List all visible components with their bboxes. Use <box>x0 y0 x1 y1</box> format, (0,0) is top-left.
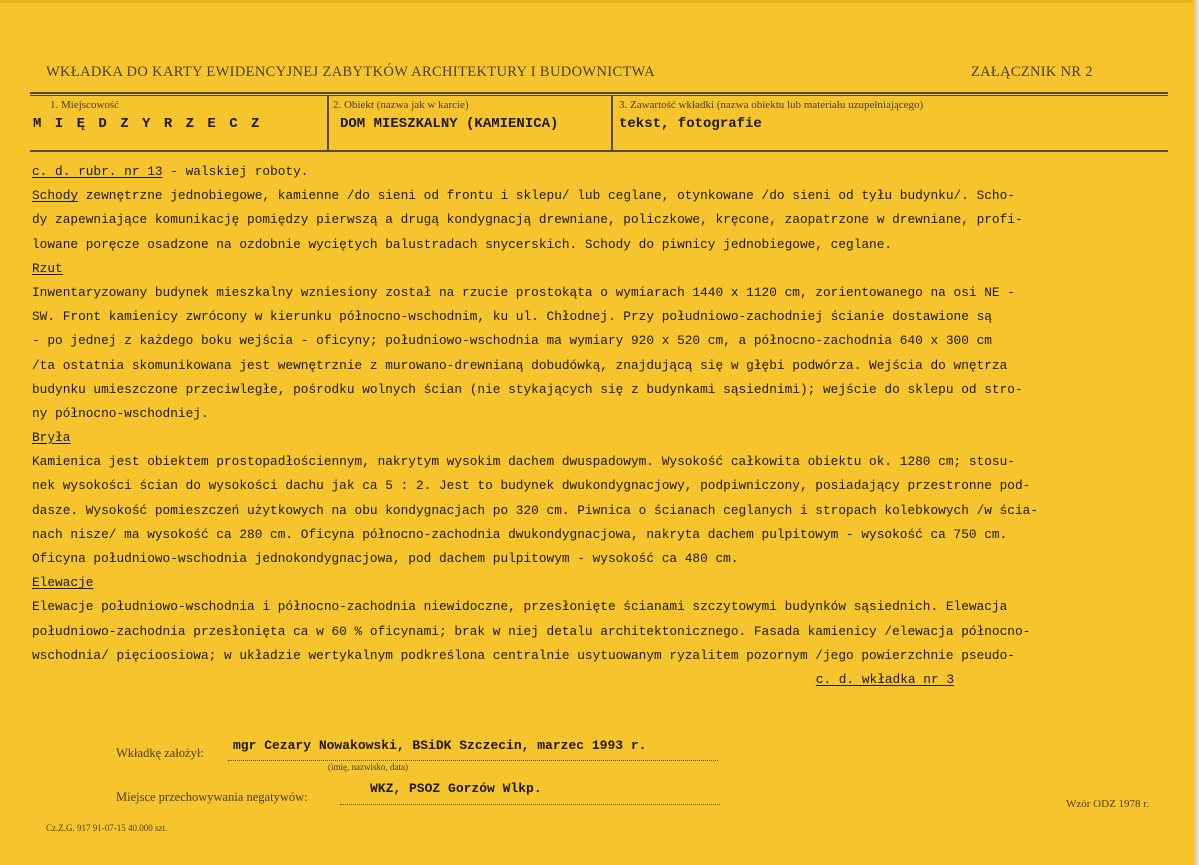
author-hint: (imię, nazwisko, data) <box>328 762 408 772</box>
body-line: wschodnia/ pięcioosiowa; w układzie wertykalnym podkreślona centralnie usytuowanym ryzalitem pozornym /jego powierzchnie pseudo- <box>32 647 1015 663</box>
storage-dotline <box>340 804 720 805</box>
body-line <box>32 668 1172 692</box>
body-line: nek wysokości ścian do wysokości dachu jak ca 5 : 2. Jest to budynek dwukondygnacjowy, podpiwniczony, posiadający przestronne pod- <box>32 478 1031 494</box>
field-label-object: 2. Obiekt (nazwa jak w karcie) <box>333 99 469 111</box>
form-template: Wzór ODZ 1978 r. <box>1066 798 1150 810</box>
body-line: Inwentaryzowany budynek mieszkalny wzniesiony został na rzucie prostokąta o wymiarach 1440 x 1120 cm, zorientowanego na osi NE - <box>32 284 1015 300</box>
field-value-contents: tekst, fotografie <box>619 116 762 132</box>
body-line: Schody zewnętrzne jednobiegowe, kamienne /do sieni od frontu i sklepu/ lub ceglane, otynkowane /do sieni od tyłu budynku/. Scho- <box>32 188 1015 204</box>
section-heading-rzut: Rzut <box>32 260 63 276</box>
header-rule-thin <box>30 95 1168 96</box>
document-body <box>32 160 1172 692</box>
body-line: c. d. rubr. nr 13 - walskiej roboty. <box>32 164 309 179</box>
field-label-locality: 1. Miejscowość <box>50 99 120 111</box>
field-value-object: DOM MIESZKALNY (KAMIENICA) <box>340 116 559 132</box>
form-title: WKŁADKA DO KARTY EWIDENCYJNEJ ZABYTKÓW ARCHITEKTURY I BUDOWNICTWA <box>46 64 655 80</box>
storage-value: WKZ, PSOZ Gorzów Wlkp. <box>370 781 542 796</box>
body-line: SW. Front kamienicy zwrócony w kierunku północno-wschodnim, ku ul. Chłodnej. Przy południowo-zachodniej ścianie dostawione są <box>32 309 992 325</box>
paper-edge-top <box>0 0 1199 3</box>
body-line: ny północno-wschodniej. <box>32 405 209 421</box>
section-heading-schody: Schody <box>32 188 79 204</box>
fields-rule <box>30 150 1168 152</box>
body-line: - po jednej z każdego boku wejścia - oficyny; południowo-wschodnia ma wymiary 920 x 520 cm, a północno-zachodnia 640 x 300 cm <box>32 333 992 349</box>
body-line: nach nisze/ ma wysokość ca 280 cm. Oficyna północno-zachodnia dwukondygnacjowa, nakryta dachem pulpitowym - wysokość ca 750 cm. <box>32 526 1008 542</box>
field-divider-2 <box>611 96 613 152</box>
continuation-next: c. d. wkładka nr 3 <box>815 671 954 687</box>
body-line: Oficyna południowo-wschodnia jednokondygnacjowa, pod dachem pulpitowym - wysokość ca 480 cm. <box>32 551 739 566</box>
storage-label: Miejsce przechowywania negatywów: <box>116 790 308 804</box>
body-line: lowane poręcze osadzone na ozdobnie wyciętych balustradach snycerskich. Schody do piwnicy jednobiegowe, ceglane. <box>32 236 893 252</box>
attachment-number: ZAŁĄCZNIK NR 2 <box>971 64 1093 80</box>
header-rule <box>30 92 1168 94</box>
body-line: dasze. Wysokość pomieszczeń użytkowych na obu kondygnacjach po 320 cm. Piwnica o ścianach ceglanych i stropach kolebkowych /w ścia- <box>32 502 1038 518</box>
body-line <box>32 571 1172 595</box>
body-line: /ta ostatnia skomunikowana jest wewnętrznie z murowano-drewnianą dobudówką, znajdującą się w głębi podwórza. Wejścia do wnętrza <box>32 357 1008 373</box>
paper-edge-right <box>1193 0 1199 865</box>
body-line <box>32 426 1172 450</box>
body-line: południowo-zachodnia przesłonięta ca w 60 % oficynami; brak w niej detalu architektonicznego. Fasada kamienicy /elewacja północno- <box>32 623 1031 639</box>
field-divider-1 <box>327 96 329 152</box>
body-line <box>32 257 1172 281</box>
body-line: budynku umieszczone przeciwległe, pośrodku wolnych ścian (nie stykających się z budynkami sąsiednimi); wejście do sklepu od stro- <box>32 381 1023 397</box>
continuation-ref: c. d. rubr. nr 13 <box>32 164 163 179</box>
body-line: Kamienica jest obiektem prostopadłościennym, nakrytym wysokim dachem dwuspadowym. Wysokość całkowita obiektu ok. 1280 cm; stosu- <box>32 454 1015 470</box>
body-line: dy zapewniające komunikację pomiędzy pierwszą a drugą kondygnacją drewniane, policzkowe, kręcone, zaopatrzone w drewniane, profi- <box>32 212 1023 228</box>
body-line: Elewacje południowo-wschodnia i północno-zachodnia niewidoczne, przesłonięte ścianami szczytowymi budynków sąsiednich. Elewacja <box>32 599 1008 615</box>
section-heading-elewacje: Elewacje <box>32 575 94 591</box>
author-dotline <box>228 760 718 761</box>
field-label-contents: 3. Zawartość wkładki (nazwa obiektu lub materiału uzupełniającego) <box>619 99 924 111</box>
author-label: Wkładkę założył: <box>116 746 204 760</box>
field-value-locality: M I Ę D Z Y R Z E C Z <box>33 116 262 132</box>
print-code: Cz.Z.G. 917 91-07-15 40.000 szt. <box>46 823 168 833</box>
section-heading-bryla: Bryła <box>32 430 71 446</box>
author-value: mgr Cezary Nowakowski, BSiDK Szczecin, marzec 1993 r. <box>233 738 647 753</box>
